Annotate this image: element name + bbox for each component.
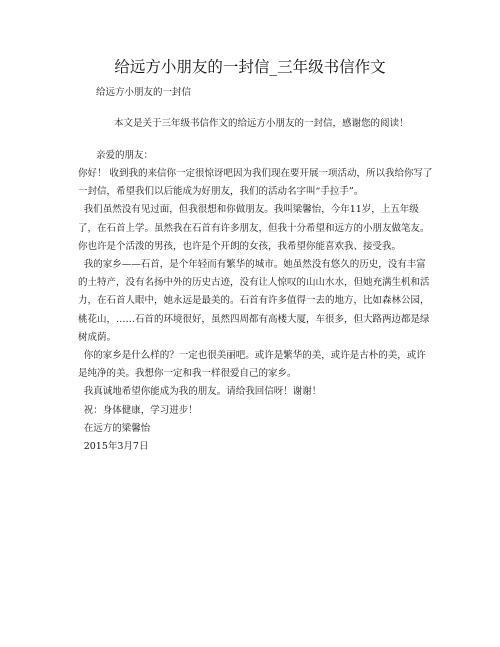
paragraph-greeting: 你好！ 收到我的来信你一定很惊讶吧因为我们现在要开展一项活动，所以我给你写了一封信，希望我们以后能成为好朋友，我们的活动名字叫“手拉手”。 [78,168,433,198]
letter-salutation: 亲爱的朋友： [96,150,154,161]
letter-wishes: 祝：身体健康，学习进步！ [83,404,198,416]
paragraph-request: 我真诚地希望你能成为我的朋友。请给我回信呀！谢谢！ [83,386,322,398]
letter-date: 2015年3月7日 [83,441,149,453]
intro-text: 本文是关于三年级书信作文的给远方小朋友的一封信，感谢您的阅读！ [114,118,409,129]
letter-signature: 在远方的梁馨怡 [83,422,151,434]
paragraph-question: 你的家乡是什么样的？一定也很美丽吧。或许是繁华的美，或许是古朴的美，或许是纯净的美。我想你一定和我一样很爱自己的家乡。 [78,350,426,380]
paragraph-hometown: 我的家乡——石首，是个年轻而有繁华的城市。她虽然没有悠久的历史，没有丰富的土特产，没有名扬中外的历史古迹，没有让人惊叹的山山水水，但她充满生机和活力，在石首人眼中，她永远是最美的。石首有许多值得一去的地方，比如森林公园，桃花山，……石首的环境很好，虽然四周都有高楼大厦，车很多，但大路两边都是绿树成荫。 [78,259,430,343]
document-title: 给远方小朋友的一封信_三年级书信作文 [114,58,386,76]
paragraph-introduction: 我们虽然没有见过面，但我很想和你做朋友。我叫梁馨怡，今年11岁，上五年级了，在石首上学。虽然我在石首有许多朋友，但我十分希望和远方的小朋友做笔友。你也许是个活泼的男孩，也许是个开朗的女孩，我希望你能喜欢我、接受我。 [78,204,430,252]
letter-body [78,165,433,456]
document-subtitle: 给远方小朋友的一封信 [96,87,192,98]
